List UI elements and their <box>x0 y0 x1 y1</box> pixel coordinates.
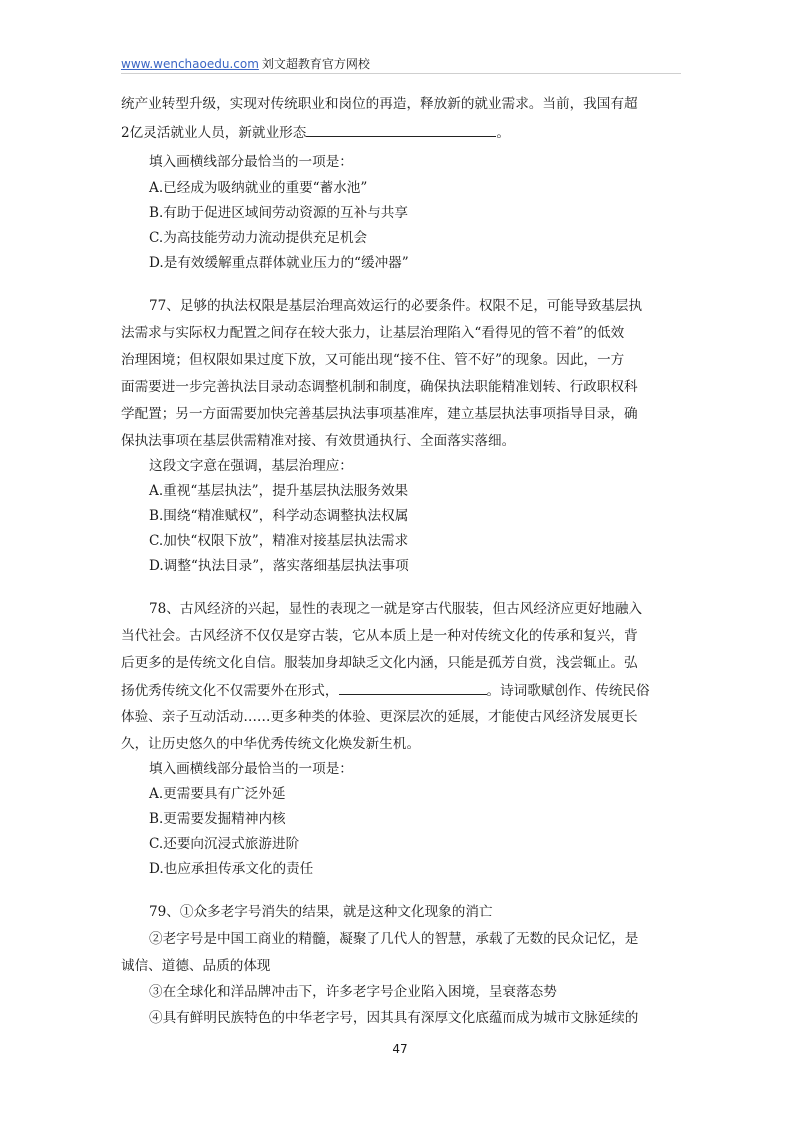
paragraph-line: 诚信、道德、品质的体现 <box>121 958 271 974</box>
option-a: A.更需要具有广泛外延 <box>149 786 286 802</box>
paragraph-line: ②老字号是中国工商业的精髓，凝聚了几代人的智慧，承载了无数的民众记忆，是 <box>149 931 639 947</box>
option-b: B.有助于促进区域间劳动资源的互补与共享 <box>149 205 408 221</box>
fill-in-blank <box>306 122 496 137</box>
fill-in-blank <box>339 680 487 695</box>
question-prompt: 填入画横线部分最恰当的一项是： <box>149 761 353 777</box>
question-prompt: 这段文字意在强调，基层治理应： <box>149 458 353 474</box>
question-prompt: 填入画横线部分最恰当的一项是： <box>149 154 353 170</box>
option-c: C.还要向沉浸式旅游进阶 <box>149 836 300 852</box>
q78-text-after-blank: 。诗词歌赋创作、传统民俗 <box>486 683 650 699</box>
q76-text-before-blank: 2亿灵活就业人员，新就业形态 <box>121 125 307 141</box>
paragraph-line: 统产业转型升级，实现对传统职业和岗位的再造，释放新的就业需求。当前，我国有超 <box>121 96 638 112</box>
option-d: D.是有效缓解重点群体就业压力的“缓冲器” <box>149 255 409 271</box>
option-d: D.调整“执法目录”，落实落细基层执法事项 <box>149 558 409 574</box>
option-b: B.围绕“精准赋权”，科学动态调整执法权属 <box>149 508 409 524</box>
option-c: C.为高技能劳动力流动提供充足机会 <box>149 230 368 246</box>
option-c: C.加快“权限下放”，精准对接基层执法需求 <box>149 533 409 549</box>
page-header <box>121 55 370 72</box>
paragraph-line: 79、①众多老字号消失的结果，就是这种文化现象的消亡 <box>149 904 493 920</box>
paragraph-line: 后更多的是传统文化自信。服装加身却缺乏文化内涵，只能是孤芳自赏，浅尝辄止。弘 <box>121 655 638 671</box>
paragraph-line: 治理困境；但权限如果过度下放，又可能出现“接不住、管不好”的现象。因此，一方 <box>121 352 625 368</box>
paragraph-line: 久，让历史悠久的中华优秀传统文化焕发新生机。 <box>121 736 421 752</box>
q76-text-after-blank: 。 <box>496 125 510 141</box>
paragraph-line: 77、足够的执法权限是基层治理高效运行的必要条件。权限不足，可能导致基层执 <box>149 298 643 314</box>
option-a: A.已经成为吸纳就业的重要“蓄水池” <box>149 180 368 196</box>
paragraph-line: 体验、亲子互动活动……更多种类的体验、更深层次的延展，才能使古风经济发展更长 <box>121 709 638 725</box>
header-divider <box>121 73 681 74</box>
paragraph-line: 法需求与实际权力配置之间存在较大张力，让基层治理陷入“看得见的管不着”的低效 <box>121 325 625 341</box>
paragraph-line: 保执法事项在基层供需精准对接、有效贯通执行、全面落实落细。 <box>121 433 516 449</box>
paragraph-line: 78、古风经济的兴起，显性的表现之一就是穿古代服装，但古风经济应更好地融入 <box>149 601 643 617</box>
page-number: 47 <box>392 1042 408 1056</box>
option-a: A.重视“基层执法”，提升基层执法服务效果 <box>149 483 409 499</box>
site-org-name: 刘文超教育官方网校 <box>261 57 370 71</box>
paragraph-line: ④具有鲜明民族特色的中华老字号，因其具有深厚文化底蕴而成为城市文脉延续的 <box>149 1010 639 1026</box>
paragraph-line: ③在全球化和洋品牌冲击下，许多老字号企业陷入困境，呈衰落态势 <box>149 984 557 1000</box>
option-b: B.更需要发掘精神内核 <box>149 811 286 827</box>
site-url-link[interactable]: www.wenchaoedu.com <box>121 57 259 71</box>
paragraph-line: 面需要进一步完善执法目录动态调整机制和制度，确保执法职能精准划转、行政职权科 <box>121 379 638 395</box>
paragraph-line <box>121 680 650 701</box>
q78-text-before-blank: 扬优秀传统文化不仅需要外在形式， <box>121 683 339 699</box>
option-d: D.也应承担传承文化的责任 <box>149 861 314 877</box>
paragraph-line <box>121 122 510 143</box>
paragraph-line: 当代社会。古风经济不仅仅是穿古装，它从本质上是一种对传统文化的传承和复兴，背 <box>121 628 638 644</box>
paragraph-line: 学配置；另一方面需要加快完善基层执法事项基准库，建立基层执法事项指导目录，确 <box>121 406 638 422</box>
